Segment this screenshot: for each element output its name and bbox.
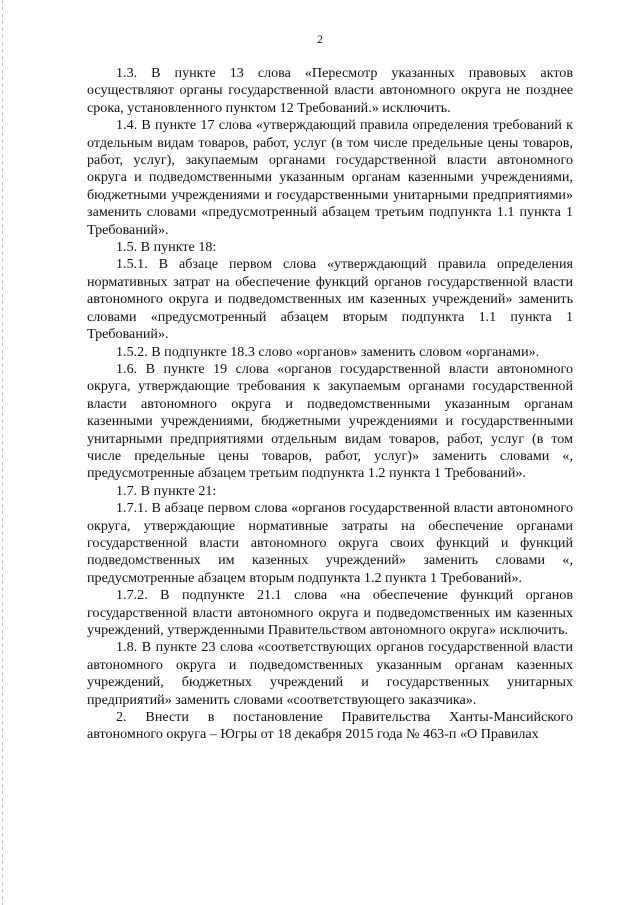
scan-edge-line bbox=[2, 0, 3, 905]
page-number: 2 bbox=[317, 32, 323, 46]
paragraph-1-5: 1.5. В пункте 18: bbox=[116, 239, 217, 256]
paragraph-1-4: 1.4. В пункте 17 слова «утверждающий правила определения требований к отдельным видам товаров, работ, услуг (в том числе предельные цены товаров, работ, услуг), закупаемым органами государственной власти автономного округа и подведомственными указанным органам казенными учреждениями, бюджетными учреждениями и государственными унитарными предприятиями» заменить словами «предусмотренный абзацем третьим подпункта 1.1 пункта 1 Требований». bbox=[87, 117, 573, 238]
paragraph-1-3: 1.3. В пункте 13 слова «Пересмотр указанных правовых актов осуществляют органы государственной власти автономного округа не позднее срока, установленного пунктом 12 Требований.» исключить. bbox=[87, 65, 573, 116]
paragraph-1-7-1: 1.7.1. В абзаце первом слова «органов государственной власти автономного округа, утверждающие нормативные затраты на обеспечение органами государственной власти автономного округа своих функций и функций подведомственных им казенных учреждений» заменить словами «, предусмотренные абзацем вторым подпункта 1.2 пункта 1 Требований». bbox=[87, 500, 573, 586]
paragraph-1-5-1: 1.5.1. В абзаце первом слова «утверждающий правила определения нормативных затрат на обеспечение функций органов государственной власти автономного округа и подведомственных им казенных учреждений» заменить словами «предусмотренный абзацем вторым подпункта 1.1 пункта 1 Требований». bbox=[87, 256, 573, 343]
paragraph-1-7-2: 1.7.2. В подпункте 21.1 слова «на обеспечение функций органов государственной власти автономного округа и подведомственных им казенных учреждений, утвержденными Правительством автономного округа» исключить. bbox=[87, 587, 573, 638]
document-body bbox=[87, 65, 573, 744]
paragraph-1-6: 1.6. В пункте 19 слова «органов государственной власти автономного округа, утверждающие требования к закупаемым органами государственной власти автономного округа и подведомственными указанным органам казенными учреждениями, бюджетными учреждениями и государственными унитарными предприятиями отдельным видам товаров, работ, услуг (в том числе предельные цены товаров, работ, услуг)» заменить словами «, предусмотренные абзацем третьим подпункта 1.2 пункта 1 Требований». bbox=[87, 360, 573, 482]
paragraph-1-8: 1.8. В пункте 23 слова «соответствующих органов государственной власти автономного округа и подведомственных указанным органам казенных учреждений, бюджетных учреждений и государственных унитарных предприятий» заменить словами «соответствующего заказчика». bbox=[87, 639, 573, 708]
paragraph-1-5-2: 1.5.2. В подпункте 18.3 слово «органов» заменить словом «органами». bbox=[116, 343, 540, 360]
paragraph-1-7: 1.7. В пункте 21: bbox=[116, 482, 217, 499]
paragraph-2: 2. Внести в постановление Правительства Ханты-Мансийского автономного округа – Югры от 18 декабря 2015 года № 463-п «О Правилах bbox=[87, 709, 573, 743]
